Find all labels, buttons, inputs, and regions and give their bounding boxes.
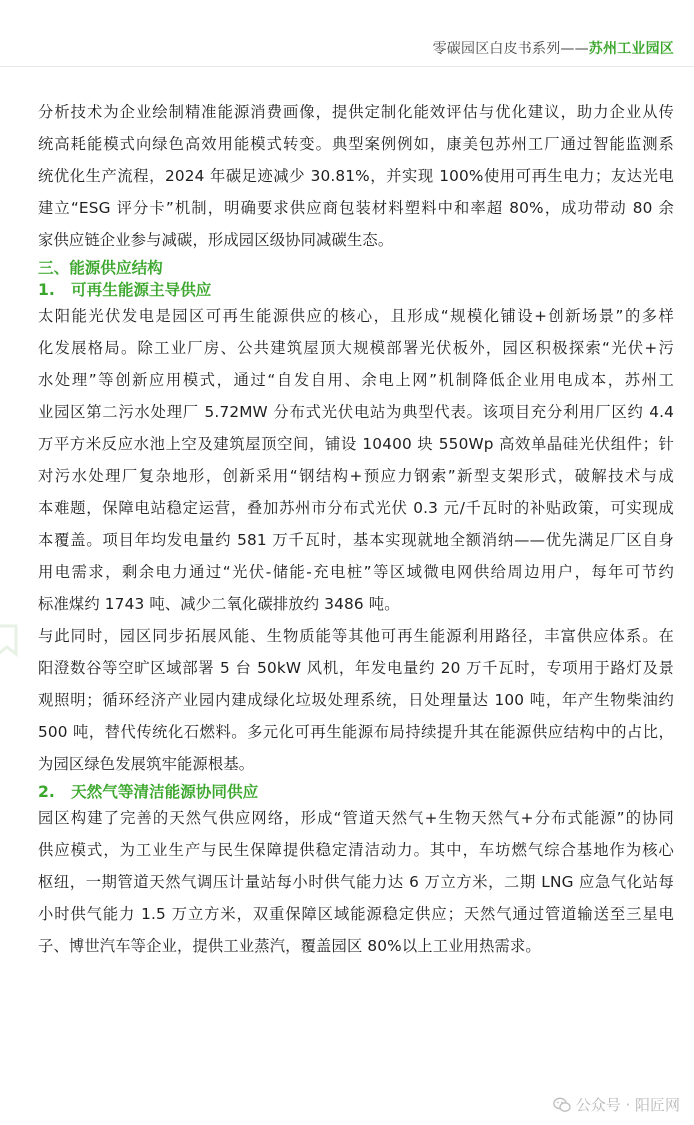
text-line: 业园区第二污水处理厂 5.72MW 分布式光伏电站为典型代表。该项目充分利用厂区约 4.4 [38, 403, 674, 421]
text-line: 建立“ESG 评分卡”机制，明确要求供应商包装材料塑料中和率超 80%，成功带动 80 余 [38, 199, 674, 217]
text-line: 500 吨，替代传统化石燃料。多元化可再生能源布局持续提升其在能源供应结构中的占比， [38, 723, 674, 741]
text-line: 家供应链企业参与减碳，形成园区级协同减碳生态。 [38, 231, 394, 249]
text-line: 本覆盖。项目年均发电量约 581 万千瓦时，基本实现就地全额消纳——优先满足厂区自身 [38, 531, 674, 549]
subsection-heading-natural-gas: 2. 天然气等清洁能源协同供应 [38, 783, 259, 801]
text-line: 为园区绿色发展筑牢能源根基。 [38, 755, 255, 773]
watermark-text: 公众号 · 阳匠网 [575, 1096, 680, 1114]
wechat-icon [553, 1097, 571, 1113]
paragraph-energy-analysis [38, 96, 674, 256]
subsection-heading-renewable: 1. 可再生能源主导供应 [38, 281, 212, 299]
paragraph-wind-biomass [38, 620, 674, 780]
text-line: 分析技术为企业绘制精准能源消费画像，提供定制化能效评估与优化建议，助力企业从传 [38, 103, 674, 121]
text-line: 枢纽，一期管道天然气调压计量站每小时供气能力达 6 万立方米，二期 LNG 应急气化站每 [38, 873, 674, 891]
header-park-name: 苏州工业园区 [588, 41, 674, 57]
header-series-label: 零碳园区白皮书系列—— [432, 41, 589, 57]
section-heading: 三、能源供应结构 [38, 259, 163, 277]
text-line: 万平方米反应水池上空及建筑屋顶空间，铺设 10400 块 550Wp 高效单晶硅光伏组件；针 [38, 435, 674, 453]
text-line: 对污水处理厂复杂地形，创新采用“钢结构+预应力钢索”新型支架形式，破解技术与成 [38, 467, 674, 485]
text-line: 观照明；循环经济产业园内建成绿化垃圾处理系统，日处理量达 100 吨，年产生物柴油约 [38, 691, 674, 709]
paragraph-natural-gas [38, 802, 674, 962]
text-line: 水处理”等创新应用模式，通过“自发自用、余电上网”机制降低企业用电成本，苏州工 [38, 371, 674, 389]
page-header [433, 38, 674, 58]
text-line: 子、博世汽车等企业，提供工业蒸汽，覆盖园区 80%以上工业用热需求。 [38, 937, 541, 955]
text-line: 小时供气能力 1.5 万立方米，双重保障区域能源稳定供应；天然气通过管道输送至三星电 [38, 905, 674, 923]
bookmark-icon [0, 620, 24, 660]
document-body [38, 96, 674, 962]
watermark [553, 1094, 680, 1115]
paragraph-solar-pv [38, 300, 674, 620]
text-line: 化发展格局。除工业厂房、公共建筑屋顶大规模部署光伏板外，园区积极探索“光伏+污 [38, 339, 674, 357]
header-divider [0, 66, 694, 67]
text-line: 统优化生产流程，2024 年碳足迹减少 30.81%，并实现 100%使用可再生电力；友达光电 [38, 167, 674, 185]
text-line: 太阳能光伏发电是园区可再生能源供应的核心，且形成“规模化铺设+创新场景”的多样 [38, 307, 674, 325]
text-line: 阳澄数谷等空旷区域部署 5 台 50kW 风机，年发电量约 20 万千瓦时，专项用于路灯及景 [38, 659, 674, 677]
text-line: 本难题，保障电站稳定运营，叠加苏州市分布式光伏 0.3 元/千瓦时的补贴政策，可实现成 [38, 499, 674, 517]
text-line: 标准煤约 1743 吨、减少二氧化碳排放约 3486 吨。 [38, 595, 400, 613]
text-line: 用电需求，剩余电力通过“光伏-储能-充电桩”等区域微电网供给周边用户，每年可节约 [38, 563, 674, 581]
text-line: 供应模式，为工业生产与民生保障提供稳定清洁动力。其中，车坊燃气综合基地作为核心 [38, 841, 674, 859]
text-line: 与此同时，园区同步拓展风能、生物质能等其他可再生能源利用路径，丰富供应体系。在 [38, 627, 674, 645]
text-line: 统高耗能模式向绿色高效用能模式转变。典型案例例如，康美包苏州工厂通过智能监测系 [38, 135, 674, 153]
text-line: 园区构建了完善的天然气供应网络，形成“管道天然气+生物天然气+分布式能源”的协同 [38, 809, 674, 827]
